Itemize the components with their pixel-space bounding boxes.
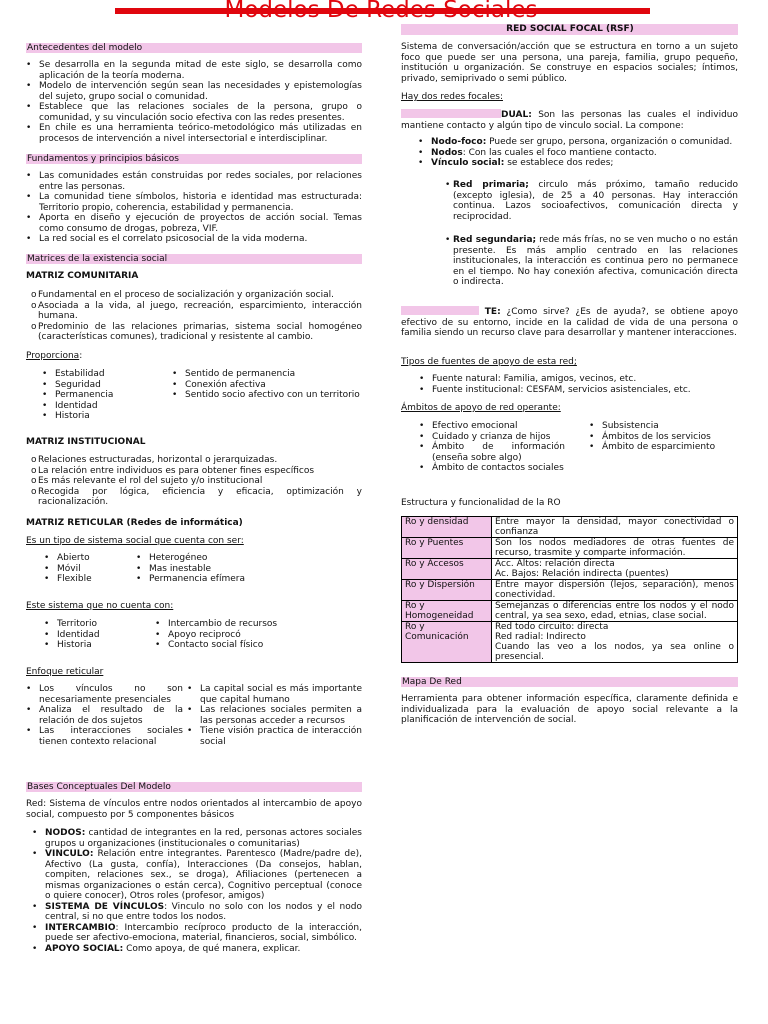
list-item: • Sentido socio afectivo con un territorio (172, 390, 362, 401)
list-item: • Historia (42, 411, 172, 422)
list-item: • Las interacciones sociales tienen contexto relacional (26, 726, 183, 747)
table-row (402, 580, 738, 601)
term-definition: Relación entre integrantes. Parentesco (Madre/padre de), Afectivo (La gusta, confía), Interacciones (Da consejos, hablan, compiten, relaciones sex., se droga), Afiliaciones (pertenecen a mismas organizaciones o están cerca), Cognitivo perceptual (conoce o quiere conocer), Otros roles (profesor, amigos) (45, 849, 362, 901)
list-item: • Modelo de intervención según sean las necesidades y epistemologías del sujeto, grupo social o comunidad. (26, 81, 362, 102)
list-item: • Móvil (44, 564, 136, 575)
reticular-label-2: Este sistema que no cuenta con: (26, 601, 174, 611)
list-item: • Conexión afectiva (172, 380, 362, 391)
list-item: • Estabilidad (42, 369, 172, 380)
section-header-mapa: Mapa De Red (401, 677, 738, 687)
red-individual-text: DUAL: Son las personas las cuales el individuo mantiene contacto y algún tipo de vinculo social. La compone: (401, 110, 738, 131)
term-definition: : Intercambio recíproco producto de la interacción, puede ser afectivo-emociona, material, financieros, social, simbólico. (45, 922, 362, 943)
list-item: • La red social es el correlato psicosocial de la vida moderna. (26, 234, 362, 245)
list-item (32, 902, 362, 923)
mapa-text: Herramienta para obtener información específica, claramente definida e individualizada para la evaluación de apoyo social relevante a la planificación de intervención de social. (401, 694, 738, 725)
red-primaria-text: • Red primaria; circulo más próximo, tamaño reducido (excepto iglesia), de 25 a 40 personas. Hay interacción continua. Lazos socioafectivos, comunicación directa y reciprocidad. (445, 180, 738, 222)
list-item: • Contacto social físico (155, 640, 277, 651)
list-item: • Flexible (44, 574, 136, 585)
estructura-table (401, 516, 738, 663)
list-item: • Abierto (44, 553, 136, 564)
list-item: • Sentido de permanencia (172, 369, 362, 380)
list-item: • Apoyo reciprocó (155, 630, 277, 641)
list-item: • Se desarrolla en la segunda mitad de este siglo, se desarrolla como aplicación de la teoría moderna. (26, 60, 362, 81)
table-key-cell: Ro y Homogeneidad (402, 601, 492, 622)
bases-intro: Red: Sistema de vínculos entre nodos orientados al intercambio de apoyo social, compuesto por 5 componentes básicos (26, 799, 362, 820)
list-item: o Recogida por lógica, eficiencia y eficacia, optimización y racionalización. (26, 487, 362, 508)
institucional-list (26, 455, 362, 508)
redes-focales-label: Hay dos redes focales: (401, 92, 503, 102)
matriz-reticular-title: MATRIZ RETICULAR (Redes de informática) (26, 518, 243, 528)
list-item: o Asociada a la vida, al juego, recreación, esparcimiento, interacción humana. (26, 301, 362, 322)
list-item: o Relaciones estructuradas, horizontal o jerarquizadas. (26, 455, 362, 466)
reticular-lists-3 (26, 684, 362, 747)
highlight-mark (401, 109, 501, 118)
estructura-label: Estructura y funcionalidad de la RO (401, 498, 561, 508)
list-item: • Territorio (44, 619, 155, 630)
list-item: o Predominio de las relaciones primarias, sistema social homogéneo (características comunes), tradicional y resistente al cambio. (26, 322, 362, 343)
ambitos-list-a (419, 421, 565, 474)
proporciona-list-a (42, 369, 172, 422)
section-header-matrices: Matrices de la existencia social (26, 254, 362, 264)
list-item: • Identidad (42, 401, 172, 412)
reticular-list-a1 (44, 553, 136, 585)
table-value-cell: Semejanzas o diferencias entre los nodos y el nodo central, ya sea sexo, edad, etnias, clase social. (492, 601, 738, 622)
list-item: • La capital social es más importante que capital humano (187, 684, 362, 705)
list-item: • Intercambio de recursos (155, 619, 277, 630)
fundamentos-list (26, 171, 362, 245)
list-item: • En chile es una herramienta teórico-metodológico más utilizadas en procesos de intervención a nivel intersectorial e interdisciplinar. (26, 123, 362, 144)
list-item: • Subsistencia (589, 421, 738, 432)
vinculo-item: • Vínculo social: se establece dos redes; (418, 158, 738, 169)
list-item: o Fundamental en el proceso de socialización y organización social. (26, 290, 362, 301)
ambitos-list-b (565, 421, 738, 474)
table-row (402, 601, 738, 622)
section-header-rsf: RED SOCIAL FOCAL (RSF) (401, 24, 738, 35)
list-item: • Ámbito de información (enseña sobre algo) (419, 442, 565, 463)
list-item: • Establece que las relaciones sociales de la persona, grupo o comunidad, y su vinculación socio efectiva con las redes presentes. (26, 102, 362, 123)
red-secundaria-text: • Red segundaria; rede más frías, no se ven mucho o no están presente. Es más amplio centrado en las relaciones institucionales, la interacción es continua pero no permanece en el tiempo. No hay conexión afectiva, comunicación directa o indirecta. (445, 235, 738, 287)
term-definition: Como apoya, de qué manera, explicar. (123, 943, 301, 954)
page-title: Modelos De Redes Sociales (224, 0, 538, 23)
table-key-cell: Ro y Dispersión (402, 580, 492, 601)
reticular-lists-2 (44, 619, 362, 651)
section-header-fundamentos: Fundamentos y principios básicos (26, 154, 362, 164)
table-key-cell: Ro y densidad (402, 517, 492, 538)
list-item (32, 828, 362, 849)
term-label: SISTEMA DE VÍNCULOS (45, 901, 165, 912)
list-item: • Identidad (44, 630, 155, 641)
table-row (402, 559, 738, 580)
rsf-components (418, 137, 738, 169)
reticular-label-1: Es un tipo de sistema social que cuenta con ser: (26, 536, 244, 546)
table-value-cell: Son los nodos mediadores de otras fuentes de recurso, trasmite y comparte información. (492, 538, 738, 559)
ambitos-label: Ámbitos de apoyo de red operante: (401, 403, 561, 413)
term-label: VINCULO: (45, 849, 94, 859)
term-label: INTERCAMBIO (45, 922, 116, 933)
matriz-comunitaria-title: MATRIZ COMUNITARIA (26, 271, 139, 281)
table-value-cell: Red todo circuito: directa Red radial: Indirecto Cuando las veo a los nodos, ya sea online o presencial. (492, 622, 738, 663)
proporciona-lists (42, 369, 362, 422)
list-item: • Ámbito de contactos sociales (419, 463, 565, 474)
list-item: • La comunidad tiene símbolos, historia e identidad mas estructurada: Territorio propio, coherencia, estabilidad y permanencia. (26, 192, 362, 213)
list-item: • Ámbito de esparcimiento (589, 442, 738, 453)
list-item: • Permanencia efímera (136, 574, 245, 585)
list-item: • Analiza el resultado de la relación de dos sujetos (26, 705, 183, 726)
table-row (402, 622, 738, 663)
reticular-list-a2 (44, 619, 155, 651)
nodo-foco-item: • Nodo-foco: Puede ser grupo, persona, organización o comunidad. (418, 137, 738, 148)
list-item: • Fuente institucional: CESFAM, servicios asistenciales, etc. (419, 385, 738, 396)
list-item: • Los vínculos no son necesariamente presenciales (26, 684, 183, 705)
term-definition: : Vinculo no solo con los nodos y el nodo central, si no que entre todos los nodos. (45, 901, 362, 922)
term-label: APOYO SOCIAL: (45, 943, 124, 954)
list-item: • Las comunidades están construidas por redes sociales, por relaciones entre las personas. (26, 171, 362, 192)
rsf-intro: Sistema de conversación/acción que se estructura en torno a un sujeto foco que puede ser una persona, una pareja, familia, grupo pequeño, institución u organización. Se construye en espacios sociales; íntimos, privado, semiprivado o semi público. (401, 42, 738, 84)
term-definition: cantidad de integrantes en la red, personas actores sociales grupos u organizaciones (institucionales o comunitarias) (45, 828, 362, 849)
list-item: • Efectivo emocional (419, 421, 565, 432)
list-item: • Historia (44, 640, 155, 651)
tipos-label: Tipos de fuentes de apoyo de esta red; (401, 357, 577, 367)
table-value-cell: Entre mayor la densidad, mayor conectividad o confianza (492, 517, 738, 538)
list-item: • Tiene visión practica de interacción social (187, 726, 362, 747)
list-item (32, 944, 362, 955)
list-item: • Mas inestable (136, 564, 245, 575)
table-row (402, 517, 738, 538)
list-item: • Seguridad (42, 380, 172, 391)
table-value-cell: Acc. Altos: relación directa Ac. Bajos: Relación indirecta (puentes) (492, 559, 738, 580)
list-item: • Heterogéneo (136, 553, 245, 564)
section-header-bases: Bases Conceptuales Del Modelo (26, 782, 362, 792)
list-item: o La relación entre individuos es para obtener fines específicos (26, 466, 362, 477)
list-item: • Cuidado y crianza de hijos (419, 432, 565, 443)
bases-list (32, 828, 362, 954)
term-label: NODOS: (45, 828, 86, 838)
list-item: • Permanencia (42, 390, 172, 401)
reticular-list-b2 (155, 619, 277, 651)
reticular-list-b1 (136, 553, 245, 585)
reticular-lists-1 (44, 553, 362, 585)
table-key-cell: Ro y Comunicación (402, 622, 492, 663)
reticular-label-3: Enfoque reticular (26, 667, 104, 677)
reticular-list-b3 (187, 684, 362, 747)
table-key-cell: Ro y Accesos (402, 559, 492, 580)
list-item (32, 849, 362, 902)
list-item (32, 923, 362, 944)
section-header-antecedentes: Antecedentes del modelo (26, 43, 362, 53)
table-row (402, 538, 738, 559)
comunitaria-list (26, 290, 362, 343)
antecedentes-list (26, 60, 362, 144)
red-soporte-text: TE: ¿Como sirve? ¿Es de ayuda?, se obtiene apoyo efectivo de su entorno, incide en la calidad de vida de una persona o familia siendo un recurso clave para desarrollar y mantener interacciones. (401, 307, 738, 338)
table-key-cell: Ro y Puentes (402, 538, 492, 559)
list-item: • Fuente natural: Familia, amigos, vecinos, etc. (419, 374, 738, 385)
ambitos-lists (419, 421, 738, 474)
proporciona-list-b (172, 369, 362, 422)
highlight-mark (401, 306, 479, 315)
reticular-list-a3 (26, 684, 187, 747)
list-item: • Ámbitos de los servicios (589, 432, 738, 443)
title-area (110, 0, 652, 26)
list-item: • Las relaciones sociales permiten a las personas acceder a recursos (187, 705, 362, 726)
nodos-item: • Nodos: Con las cuales el foco mantiene contacto. (418, 148, 738, 159)
list-item: o Es más relevante el rol del sujeto y/o institucional (26, 476, 362, 487)
proporciona-label: Proporciona: (26, 351, 83, 361)
list-item: • Aporta en diseño y ejecución de proyectos de acción social. Temas como consumo de drogas, pobreza, VIF. (26, 213, 362, 234)
matriz-institucional-title: MATRIZ INSTITUCIONAL (26, 437, 146, 447)
table-value-cell: Entre mayor dispersión (lejos, separación), menos conectividad. (492, 580, 738, 601)
tipos-list (419, 374, 738, 395)
